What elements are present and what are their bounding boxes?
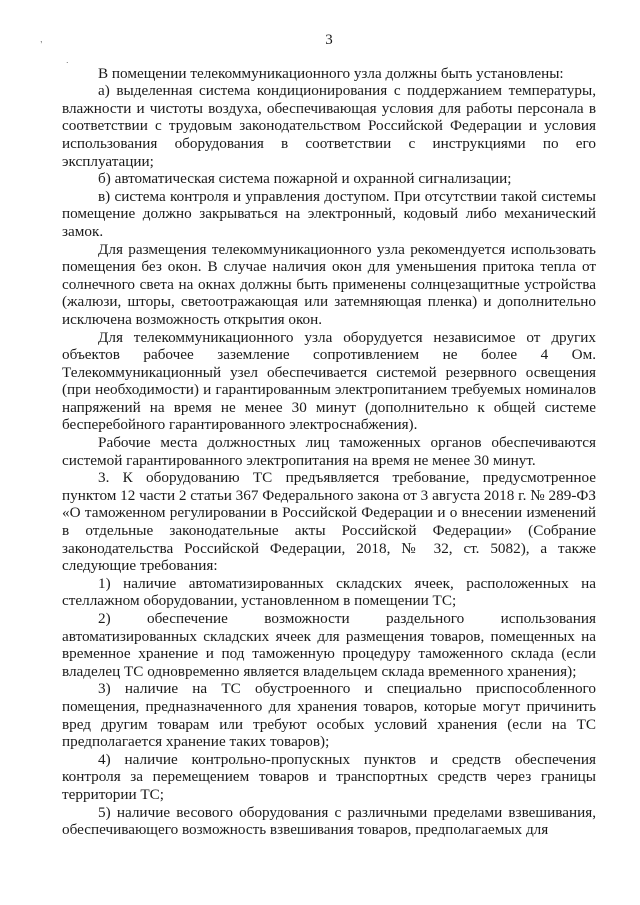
- paragraph-req-5: 5) наличие весового оборудования с различными пределами взвешивания, обеспечивающего возможность взвешивания товаров, предполагаемых для: [62, 803, 596, 839]
- paragraph-req-2: 2) обеспечение возможности раздельного использования автоматизированных складских ячеек для размещения товаров, помещенных на временное хранение и под таможенную процедуру таможенного склада (если владелец ТС одновременно является владельцем склада временного хранения);: [62, 610, 596, 680]
- stray-mark: .: [66, 55, 69, 65]
- paragraph-req-4: 4) наличие контрольно-пропускных пунктов и средств обеспечения контроля за перемещением товаров и транспортных средств через границы территории ТС;: [62, 750, 596, 803]
- stray-mark: ,: [40, 34, 43, 44]
- page-number: 3: [325, 32, 333, 48]
- document-page: [62, 0, 596, 839]
- paragraph-item-v: в) система контроля и управления доступом. При отсутствии такой системы помещение должно закрываться на электронный, кодовый либо механический замок.: [62, 187, 596, 240]
- paragraph-req-1: 1) наличие автоматизированных складских ячеек, расположенных на стеллажном оборудовании, установленном в помещении ТС;: [62, 574, 596, 610]
- paragraph-workplaces: Рабочие места должностных лиц таможенных органов обеспечиваются системой гарантированного электропитания на время не менее 30 минут.: [62, 434, 596, 469]
- paragraph-item-b: б) автоматическая система пожарной и охранной сигнализации;: [98, 170, 512, 188]
- paragraph-windows: Для размещения телекоммуникационного узла рекомендуется использовать помещения без окон. В случае наличия окон для уменьшения притока тепла от солнечного света на окнах должны быть применены солнцезащитные устройства (жалюзи, шторы, светоотражающая или затемняющая пленка) и дополнительно исключена возможность открытия окон.: [62, 240, 596, 328]
- paragraph-grounding: Для телекоммуникационного узла оборудуется независимое от других объектов рабочее заземление сопротивлением не более 4 Ом. Телекоммуникационный узел обеспечивается системой резервного освещения (при необходимости) и гарантированным электропитанием требуемых номиналов напряжений на время не менее 30 минут (дополнительно к общей системе бесперебойного гарантированного электроснабжения).: [62, 328, 596, 434]
- paragraph-section-3: 3. К оборудованию ТС предъявляется требование, предусмотренное пунктом 12 части 2 статьи 367 Федерального закона от 3 августа 2018 г. № 289-ФЗ «О таможенном регулировании в Российской Федерации и о внесении изменений в отдельные законодательные акты Российской Федерации» (Собрание законодательства Российской Федерации, 2018, № 32, ст. 5082), а также следующие требования:: [62, 469, 596, 575]
- paragraph-req-3: 3) наличие на ТС обустроенного и специально приспособленного помещения, предназначенного для хранения товаров, которые могут причинить вред другим товарам или требуют особых условий хранения (если на ТС предполагается хранение таких товаров);: [62, 680, 596, 751]
- paragraph-intro: В помещении телекоммуникационного узла должны быть установлены:: [98, 64, 564, 82]
- paragraph-item-a: а) выделенная система кондиционирования с поддержанием температуры, влажности и чистоты воздуха, обеспечивающая условия для работы персонала в соответствии с трудовым законодательством Российской Федерации и условия использования оборудования в соответствии с инструкциями по его эксплуатации;: [62, 82, 596, 170]
